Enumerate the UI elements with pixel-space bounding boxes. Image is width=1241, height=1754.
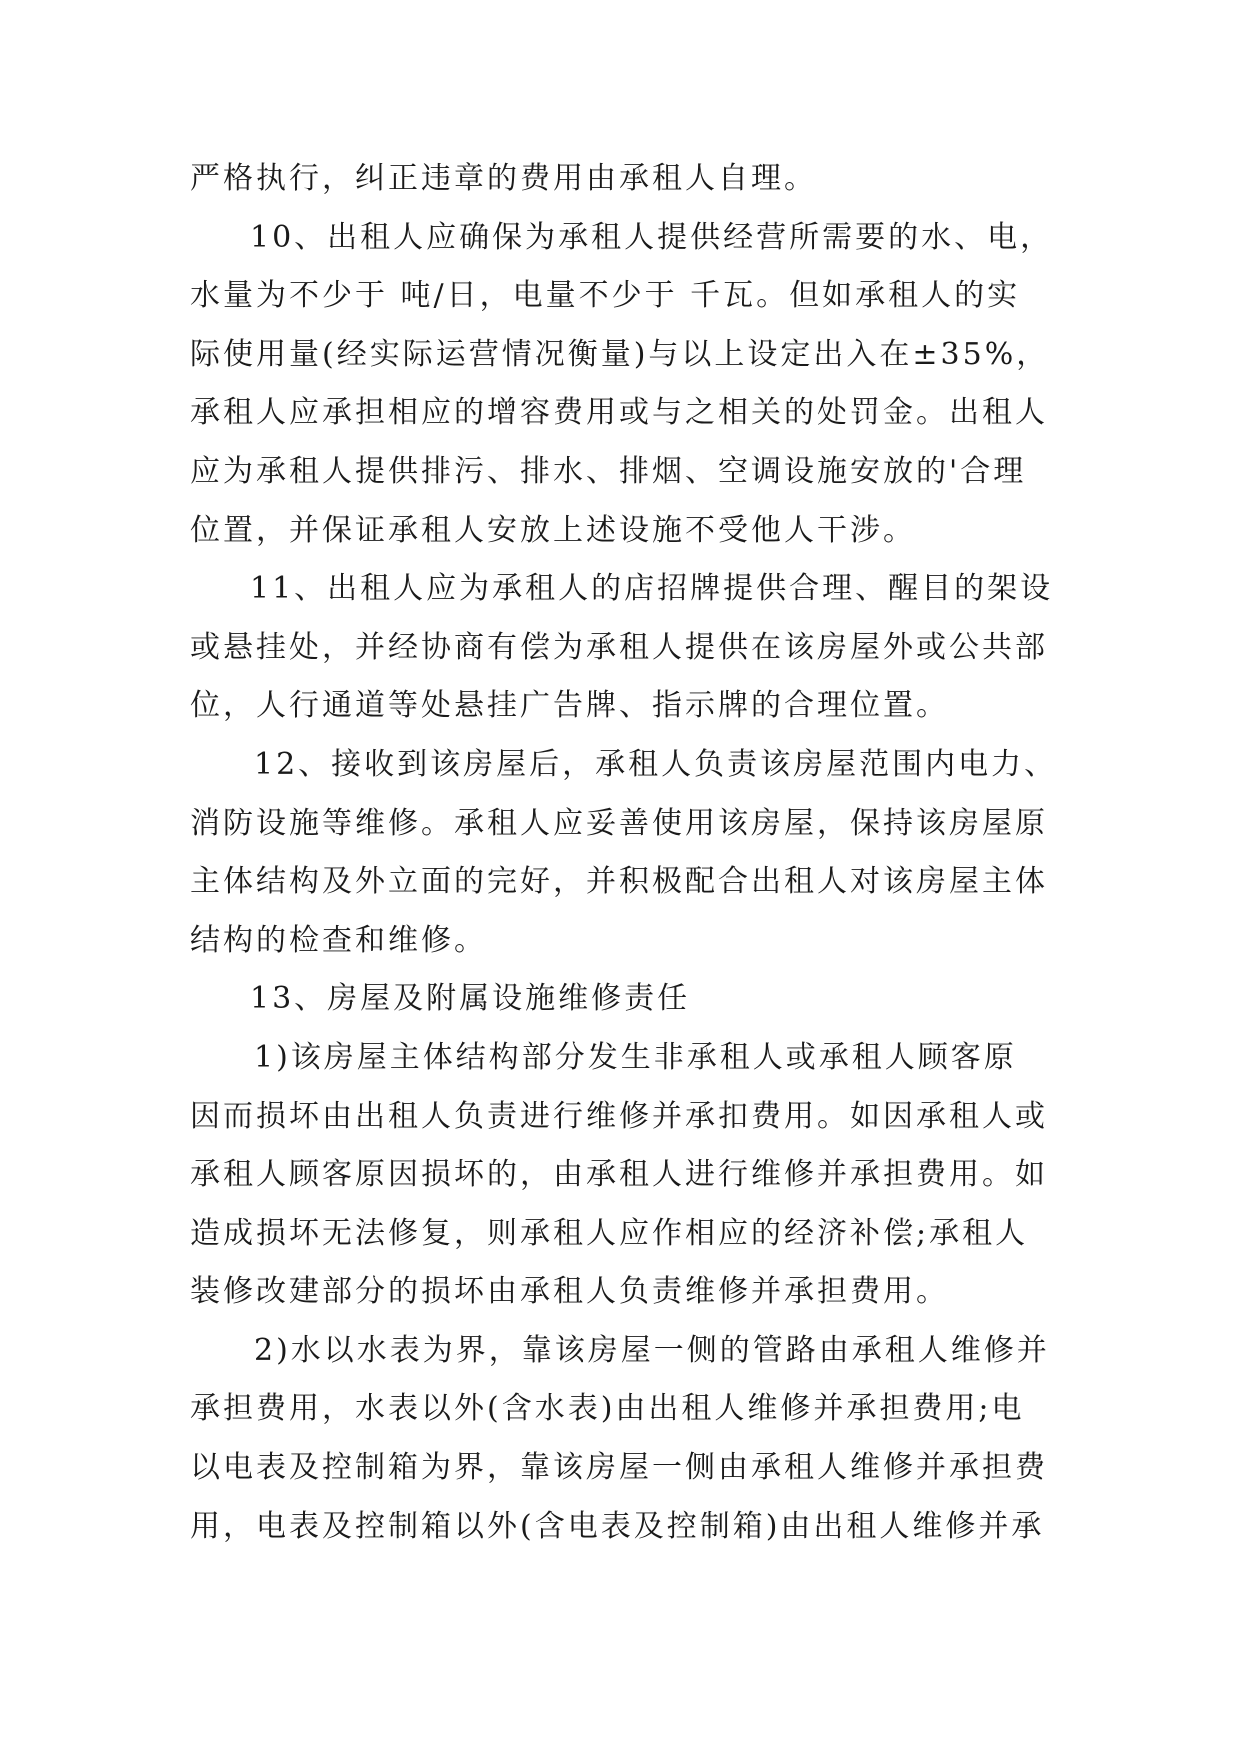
text-line: 承担费用，水表以外(含水表)由出租人维修并承担费用;电 — [190, 1391, 1025, 1427]
subclause-1-line: 1)该房屋主体结构部分发生非承租人或承租人顾客原 — [254, 1039, 1017, 1075]
text-line: 因而损坏由出租人负责进行维修并承扣费用。如因承租人或 — [190, 1098, 1048, 1134]
clause-12-heading-line: 12、接收到该房屋后，承租人负责该房屋范围内电力、 — [254, 746, 1058, 782]
text-line: 水量为不少于 吨/日，电量不少于 千瓦。但如承租人的实 — [190, 278, 1021, 314]
clause-13-heading-line: 13、房屋及附属设施维修责任 — [250, 981, 691, 1017]
clause-11-heading-line: 11、出租人应为承租人的店招牌提供合理、醒目的架设 — [250, 571, 1054, 607]
text-line: 装修改建部分的损坏由承租人负责维修并承担费用。 — [190, 1274, 949, 1310]
text-line: 际使用量(经实际运营情况衡量)与以上设定出入在±35%， — [190, 336, 1050, 372]
text-line: 用，电表及控制箱以外(含电表及控制箱)由出租人维修并承 — [190, 1508, 1045, 1544]
text-line: 主体结构及外立面的完好，并积极配合出租人对该房屋主体 — [190, 864, 1048, 900]
text-line: 或悬挂处，并经协商有偿为承租人提供在该房屋外或公共部 — [190, 629, 1048, 665]
text-line: 消防设施等维修。承租人应妥善使用该房屋，保持该房屋原 — [190, 805, 1048, 841]
text-line: 应为承租人提供排污、排水、排烟、空调设施安放的'合理 — [190, 453, 1027, 489]
document-body — [190, 150, 1060, 1556]
text-line: 承租人应承担相应的增容费用或与之相关的处罚金。出租人 — [190, 395, 1048, 431]
text-line: 结构的检查和维修。 — [190, 922, 487, 958]
subclause-2-line: 2)水以水表为界，靠该房屋一侧的管路由承租人维修并 — [254, 1332, 1050, 1368]
text-line: 位置，并保证承租人安放上述设施不受他人干涉。 — [190, 512, 916, 548]
text-line: 承租人顾客原因损坏的，由承租人进行维修并承担费用。如 — [190, 1157, 1048, 1193]
clause-10-heading-line: 10、出租人应确保为承租人提供经营所需要的水、电， — [250, 219, 1054, 255]
text-line: 严格执行，纠正违章的费用由承租人自理。 — [190, 161, 817, 196]
text-line: 造成损坏无法修复，则承租人应作相应的经济补偿;承租人 — [190, 1215, 1029, 1251]
text-line: 位，人行通道等处悬挂广告牌、指示牌的合理位置。 — [190, 688, 949, 724]
text-line: 以电表及控制箱为界，靠该房屋一侧由承租人维修并承担费 — [190, 1450, 1048, 1486]
